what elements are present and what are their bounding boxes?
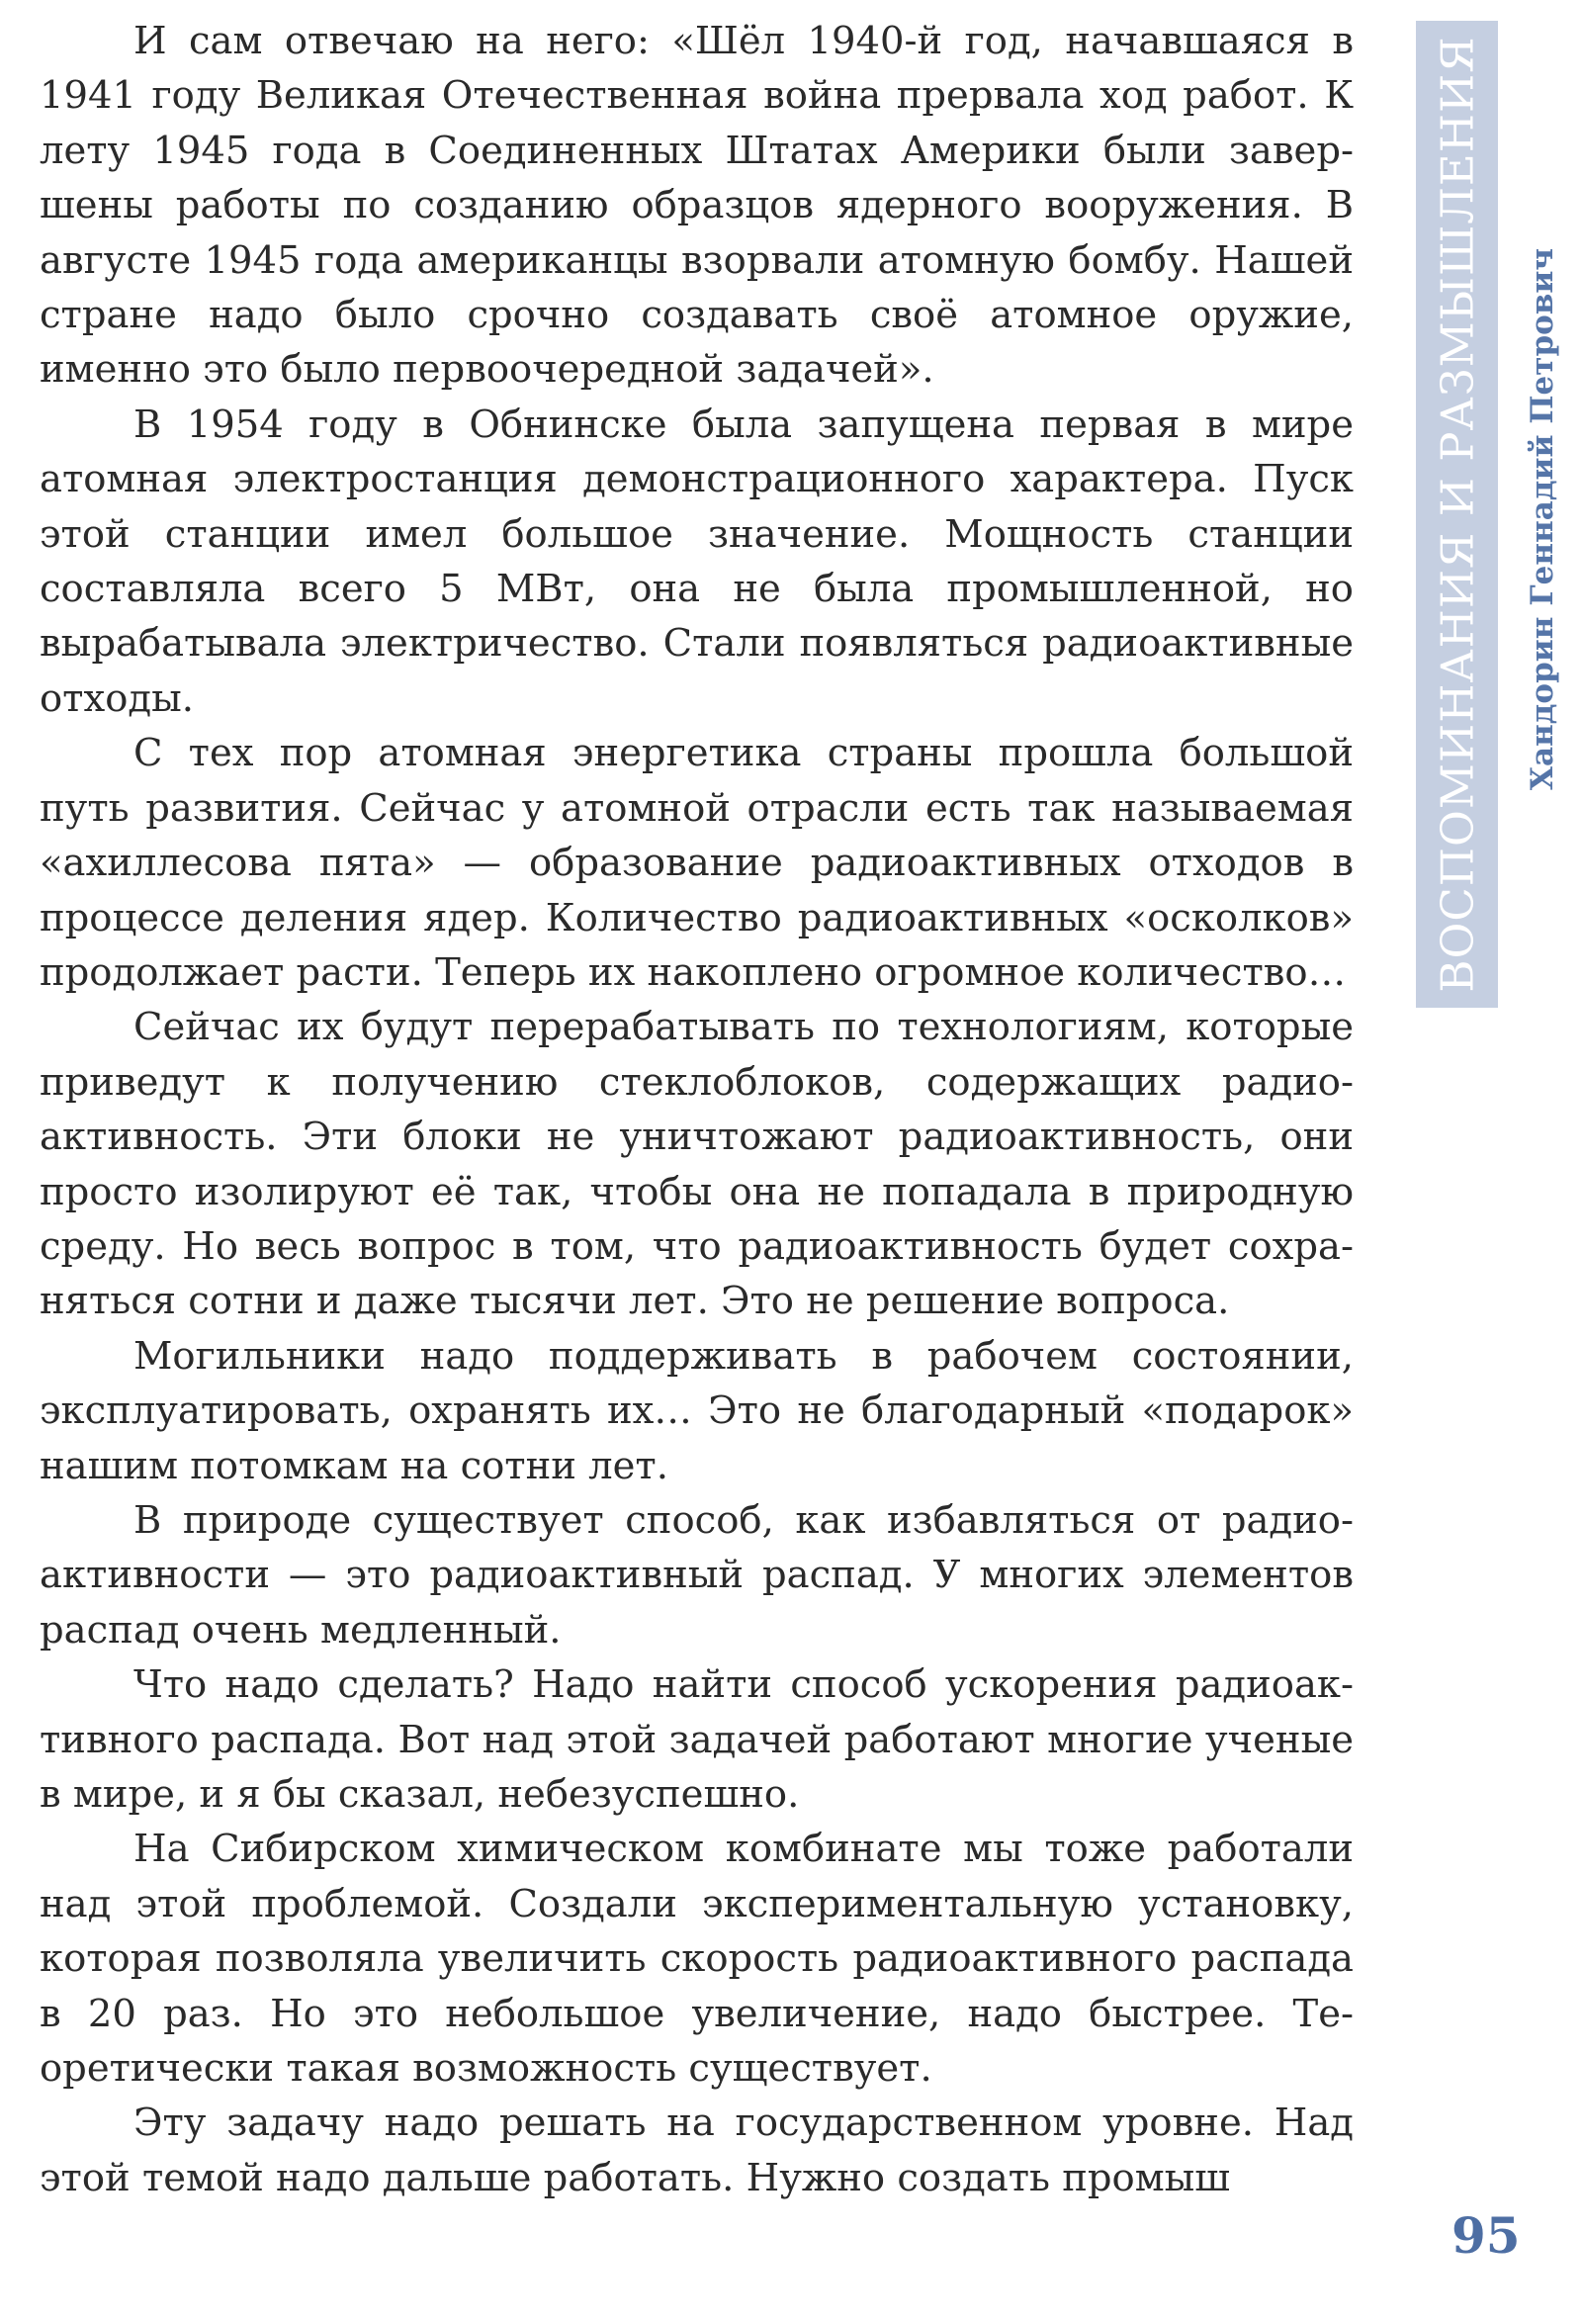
paragraph-8: На Сибирском химическом комбинате мы тоже работали над этой проблемой. Создали экспериментальную установку, которая позволяла увеличить скорость радиоактивного распада в 20 раз. Но это небольшое увеличение, надо быстрее. Теоретически такая возможность существует. [40, 1827, 1354, 2092]
paragraph-6: В природе существует способ, как избавляться от радиоактивности — это радиоактивный распад. У многих элементов распад очень медленный. [40, 1497, 1354, 1653]
author-name: Хандорин Геннадий Петрович [1525, 247, 1560, 791]
page-body-text [40, 14, 1354, 2205]
paragraph-4: Сейчас их будут перерабатывать по технологиям, которые приведут к получению стеклоблоков, содержащих радиоактивность. Эти блоки не уничтожают радиоактивность, они просто изолируют её так, чтобы она не попадала в природную среду. Но весь вопрос в том, что радиоактивность будет сохраняться сотни и даже тысячи лет. Это не решение вопроса. [40, 1005, 1354, 1324]
paragraph-9: Эту задачу надо решать на государственном уровне. Над этой темой надо дальше работать. Нужно создать промыш [40, 2101, 1354, 2200]
paragraph-5: Могильники надо поддерживать в рабочем состоянии, эксплуатировать, охранять их… Это не благодарный «подарок» нашим потомкам на сотни лет. [40, 1333, 1354, 1488]
paragraph-2: В 1954 году в Обнинске была запущена первая в мире атомная электростанция демонстрационного характера. Пуск этой станции имел большое значение. Мощность станции составляла всего 5 МВт, она не была промышленной, но вырабатывала электричество. Стали появляться радиоактивные отходы. [40, 402, 1354, 721]
paragraph-3: С тех пор атомная энергетика страны прошла большой путь развития. Сейчас у атомной отрасли есть так называемая «ахиллесова пята» — образование радиоактивных отходов в процессе деления ядер. Количество радиоактивных «осколков» продолжает расти. Теперь их накоплено огромное количество… [40, 731, 1354, 995]
section-title: ВОСПОМИНАНИЯ И РАЗМЫШЛЕНИЯ [1431, 36, 1484, 993]
paragraph-1: И сам отвечаю на него: «Шёл 1940-й год, начавшаяся в 1941 году Великая Отечественная война прервала ход работ. К лету 1945 года в Соединенных Штатах Америки были завершены работы по созданию образцов ядерного вооружения. В августе 1945 года американцы взорвали атомную бомбу. Нашей стране надо было срочно создавать своё атомное оружие, именно это было первоочередной задачей». [40, 19, 1354, 393]
page-number: 95 [1451, 2206, 1521, 2265]
paragraph-7: Что надо сделать? Надо найти способ ускорения радиоактивного распада. Вот над этой задачей работают многие ученые в мире, и я бы сказал, небезуспешно. [40, 1662, 1354, 1817]
